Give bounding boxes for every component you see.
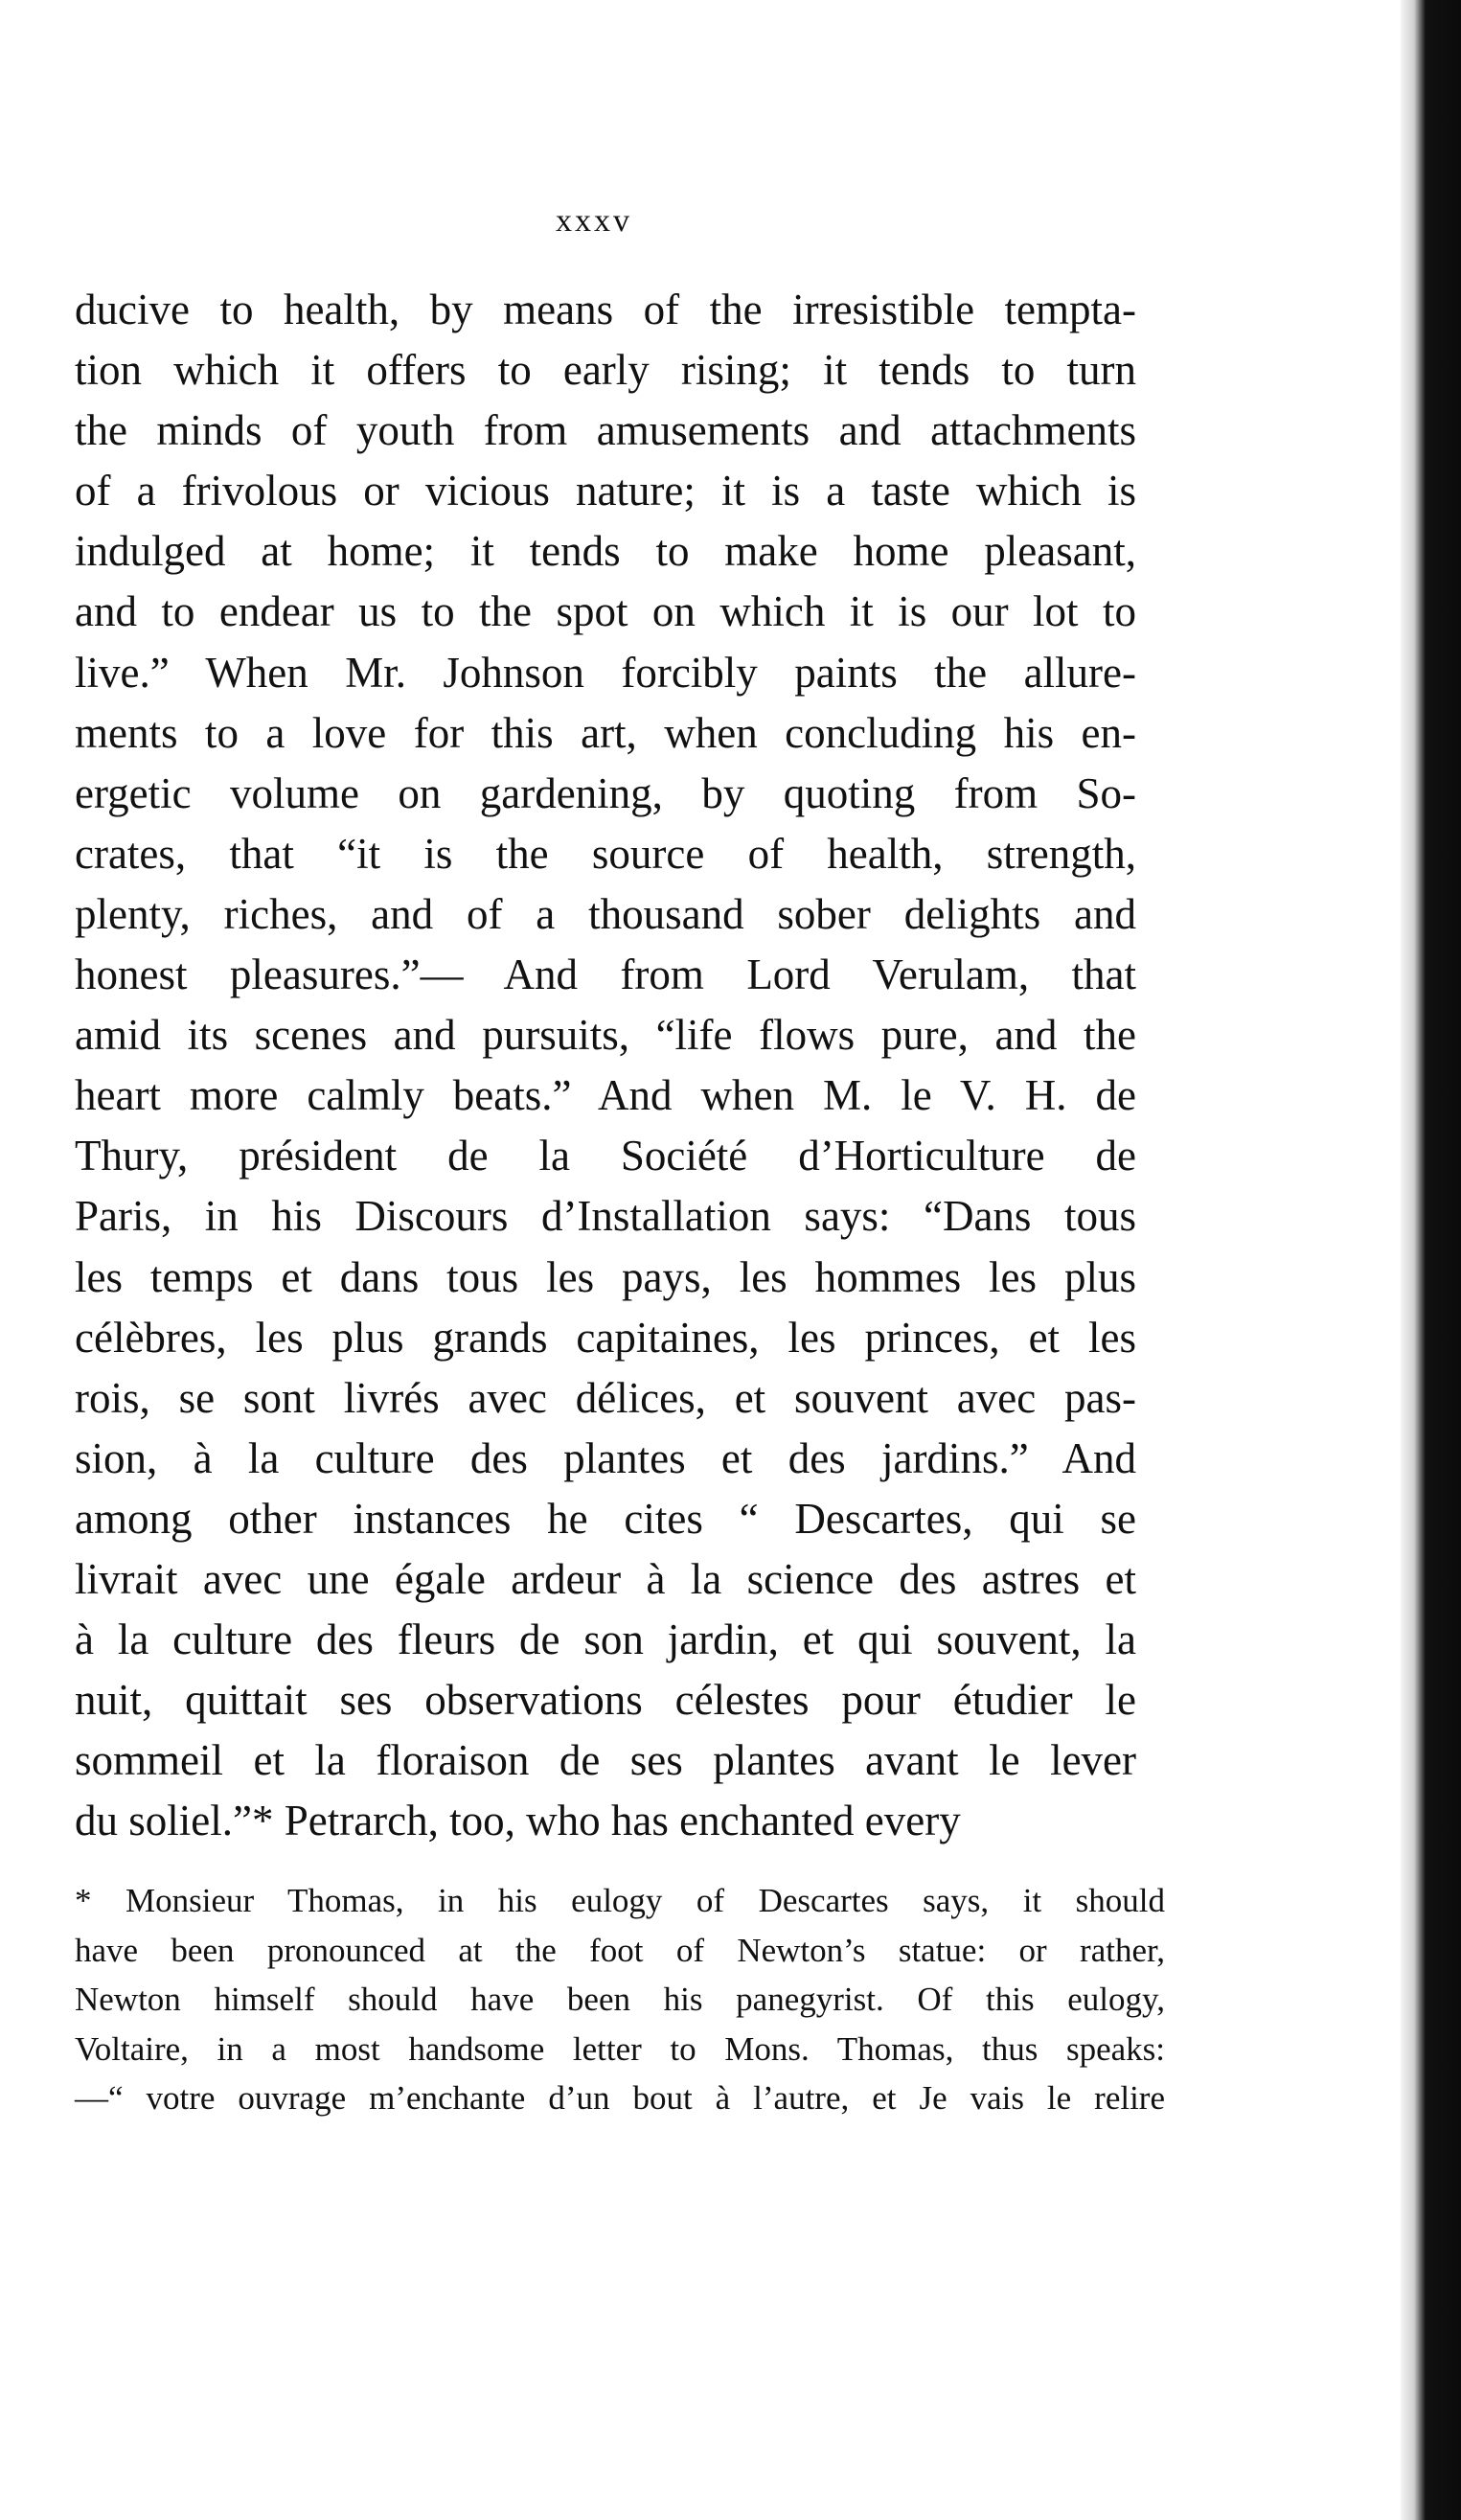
footnote-line: —“ votre ouvrage m’enchante d’un bout à l’autre, et Je vais le relire: [75, 2079, 1165, 2117]
body-line: Paris, in his Discours d’Installation says: “Dans tous: [75, 1192, 1136, 1241]
body-line: indulged at home; it tends to make home pleasant,: [75, 527, 1136, 576]
footnote-line: Voltaire, in a most handsome letter to Mons. Thomas, thus speaks:: [75, 2029, 1165, 2068]
body-line: Thury, président de la Société d’Horticulture de: [75, 1132, 1136, 1180]
body-line: crates, that “it is the source of health, strength,: [75, 829, 1136, 878]
body-line: heart more calmly beats.” And when M. le V. H. de: [75, 1071, 1136, 1120]
body-line: du soliel.”* Petrarch, too, who has enchanted every: [75, 1797, 961, 1845]
body-line: honest pleasures.”— And from Lord Verulam, that: [75, 951, 1136, 999]
body-text: [75, 280, 1136, 1851]
body-line: nuit, quittait ses observations célestes pour étudier le: [75, 1676, 1136, 1725]
footnote-line: Newton himself should have been his panegyrist. Of this eulogy,: [75, 1981, 1165, 2018]
page-number: xxxv: [556, 203, 632, 239]
body-line: and to endear us to the spot on which it is our lot to: [75, 587, 1136, 636]
body-line: rois, se sont livrés avec délices, et souvent avec pas-: [75, 1373, 1136, 1422]
footnote: [75, 1876, 1165, 2123]
footnote-line: * Monsieur Thomas, in his eulogy of Descartes says, it should: [75, 1882, 1165, 1919]
body-line: tion which it offers to early rising; it tends to turn: [75, 346, 1136, 395]
body-line: among other instances he cites “ Descartes, qui se: [75, 1494, 1136, 1543]
body-line: ments to a love for this art, when concluding his en-: [75, 708, 1136, 757]
page-edge-shadow: [1401, 0, 1461, 2520]
body-line: célèbres, les plus grands capitaines, les princes, et les: [75, 1313, 1136, 1362]
body-line: livrait avec une égale ardeur à la science des astres et: [75, 1554, 1136, 1603]
body-line: plenty, riches, and of a thousand sober delights and: [75, 889, 1136, 938]
footnote-line: have been pronounced at the foot of Newton’s statue: or rather,: [75, 1931, 1165, 1969]
body-line: les temps et dans tous les pays, les hommes les plus: [75, 1252, 1136, 1301]
body-line: à la culture des fleurs de son jardin, et qui souvent, la: [75, 1615, 1136, 1664]
body-line: live.” When Mr. Johnson forcibly paints the allure-: [75, 648, 1136, 697]
body-line: of a frivolous or vicious nature; it is a taste which is: [75, 467, 1136, 515]
body-line: the minds of youth from amusements and attachments: [75, 406, 1136, 455]
body-line: ducive to health, by means of the irresistible tempta-: [75, 286, 1136, 333]
body-line: sion, à la culture des plantes et des jardins.” And: [75, 1433, 1136, 1482]
body-line: sommeil et la floraison de ses plantes avant le lever: [75, 1736, 1136, 1785]
body-line: ergetic volume on gardening, by quoting from So-: [75, 768, 1136, 817]
body-line: amid its scenes and pursuits, “life flows pure, and the: [75, 1011, 1136, 1060]
